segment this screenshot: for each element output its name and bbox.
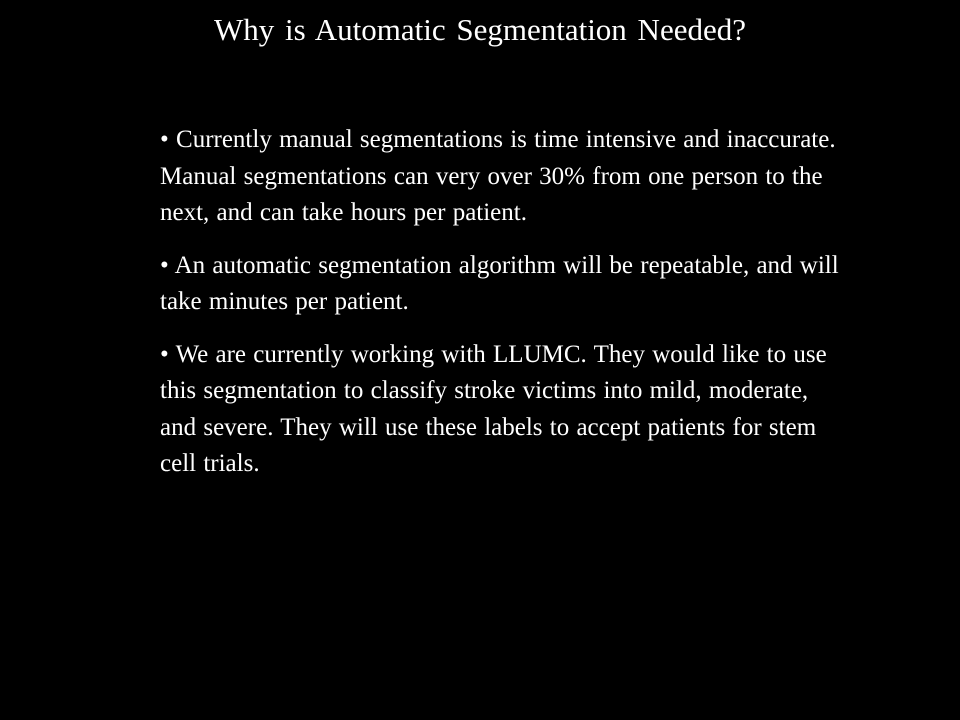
bullet-list <box>160 122 840 499</box>
bullet-marker: • <box>160 251 175 279</box>
bullet-marker: • <box>160 340 176 368</box>
bullet-marker: • <box>160 126 177 153</box>
bullet-item <box>160 337 840 483</box>
bullet-text: An automatic segmentation algorithm will be repeatable, and will take minutes per patient. <box>160 251 839 315</box>
bullet-text: Currently manual segmentations is time intensive and inaccurate. Manual segmentations can very over 30% from one person to the next, and can take hours per patient. <box>160 126 836 226</box>
bullet-item <box>160 122 840 232</box>
slide-title: Why is Automatic Segmentation Needed? <box>214 12 746 47</box>
bullet-item <box>160 248 840 321</box>
bullet-text: We are currently working with LLUMC. They would like to use this segmentation to classify stroke victims into mild, moderate, and severe. They will use these labels to accept patients for stem cell trials. <box>160 340 827 477</box>
